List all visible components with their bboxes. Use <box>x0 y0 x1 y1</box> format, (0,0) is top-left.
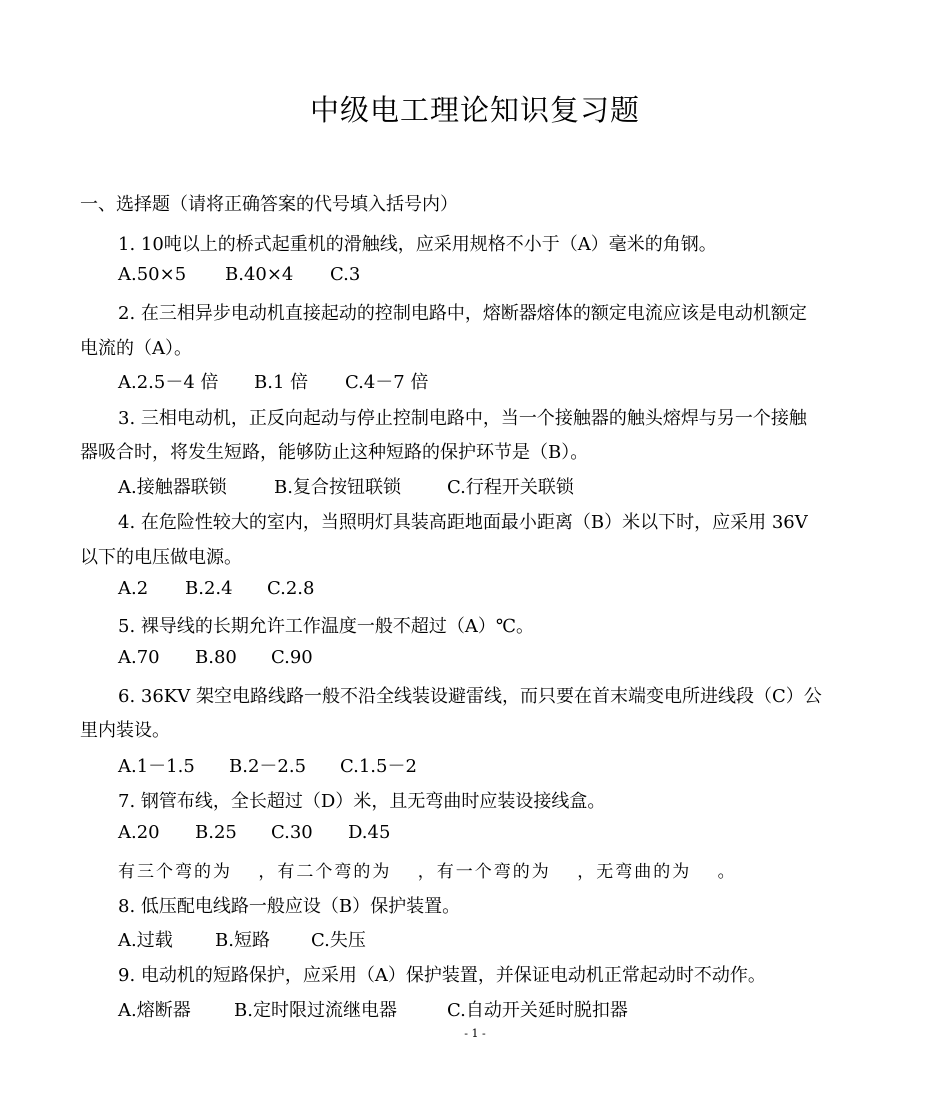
option: C.3 <box>330 264 361 285</box>
option: C.自动开关延时脱扣器 <box>447 1000 628 1021</box>
options-9 <box>118 996 628 1022</box>
options-3 <box>118 473 574 499</box>
option: C.1.5－2 <box>340 756 417 777</box>
option: A.50×5 <box>118 264 187 285</box>
question-3-continued: 器吸合时，将发生短路，能够防止这种短路的保护环节是（B）。 <box>80 442 589 463</box>
option: B.80 <box>195 647 237 668</box>
option: A.熔断器 <box>118 1000 191 1021</box>
option: B.25 <box>195 822 237 843</box>
option: A.2 <box>118 578 149 599</box>
option: A.70 <box>118 647 160 668</box>
option: D.45 <box>348 822 391 843</box>
option: A.2.5－4 倍 <box>118 372 219 393</box>
option: A.1－1.5 <box>118 756 195 777</box>
question-7: 7. 钢管布线，全长超过（D）米，且无弯曲时应装设接线盒。 <box>118 791 606 812</box>
option: B.2.4 <box>185 578 233 599</box>
options-7 <box>118 822 390 843</box>
options-8 <box>118 926 366 952</box>
question-8: 8. 低压配电线路一般应设（B）保护装置。 <box>118 896 461 917</box>
page-number: - 1 - <box>464 1027 486 1040</box>
question-4-continued: 以下的电压做电源。 <box>80 547 242 568</box>
option: C.90 <box>271 647 313 668</box>
options-2 <box>118 368 428 394</box>
option: C.行程开关联锁 <box>447 477 574 498</box>
options-6 <box>118 752 417 778</box>
question-3: 3. 三相电动机，正反向起动与停止控制电路中，当一个接触器的触头熔焊与另一个接触 <box>118 408 807 429</box>
option: A.20 <box>118 822 160 843</box>
page-title: 中级电工理论知识复习题 <box>309 93 640 127</box>
question-5: 5. 裸导线的长期允许工作温度一般不超过（A）℃。 <box>118 616 535 637</box>
option: A.过载 <box>118 930 173 951</box>
question-2-continued: 电流的（A）。 <box>80 338 192 359</box>
option: C.失压 <box>311 930 366 951</box>
question-4: 4. 在危险性较大的室内，当照明灯具装高距地面最小距离（B）米以下时，应采用 36V <box>118 512 808 533</box>
question-6-continued: 里内装设。 <box>80 720 170 741</box>
option: B.2－2.5 <box>229 756 307 777</box>
question-7-fill-in-line: 有三个弯的为 ，有二个弯的为 ，有一个弯的为 ，无弯曲的为 。 <box>118 862 737 882</box>
option: C.4－7 倍 <box>345 372 429 393</box>
options-5 <box>118 647 313 668</box>
option: B.复合按钮联锁 <box>274 477 401 498</box>
options-1 <box>118 264 360 285</box>
option: B.定时限过流继电器 <box>234 1000 397 1021</box>
options-4 <box>118 578 314 599</box>
option: B.40×4 <box>225 264 294 285</box>
option: B.短路 <box>215 930 270 951</box>
section-heading: 一、选择题（请将正确答案的代号填入括号内） <box>80 194 458 215</box>
option: C.2.8 <box>267 578 315 599</box>
option: C.30 <box>271 822 313 843</box>
question-9: 9. 电动机的短路保护，应采用（A）保护装置，并保证电动机正常起动时不动作。 <box>118 965 766 986</box>
question-6: 6. 36KV 架空电路线路一般不沿全线装设避雷线，而只要在首末端变电所进线段（C）公 <box>118 686 822 707</box>
option: B.1 倍 <box>254 372 309 393</box>
question-2: 2. 在三相异步电动机直接起动的控制电路中，熔断器熔体的额定电流应该是电动机额定 <box>118 303 807 324</box>
question-1: 1. 10吨以上的桥式起重机的滑触线，应采用规格不小于（A）毫米的角钢。 <box>118 234 717 255</box>
option: A.接触器联锁 <box>118 477 227 498</box>
